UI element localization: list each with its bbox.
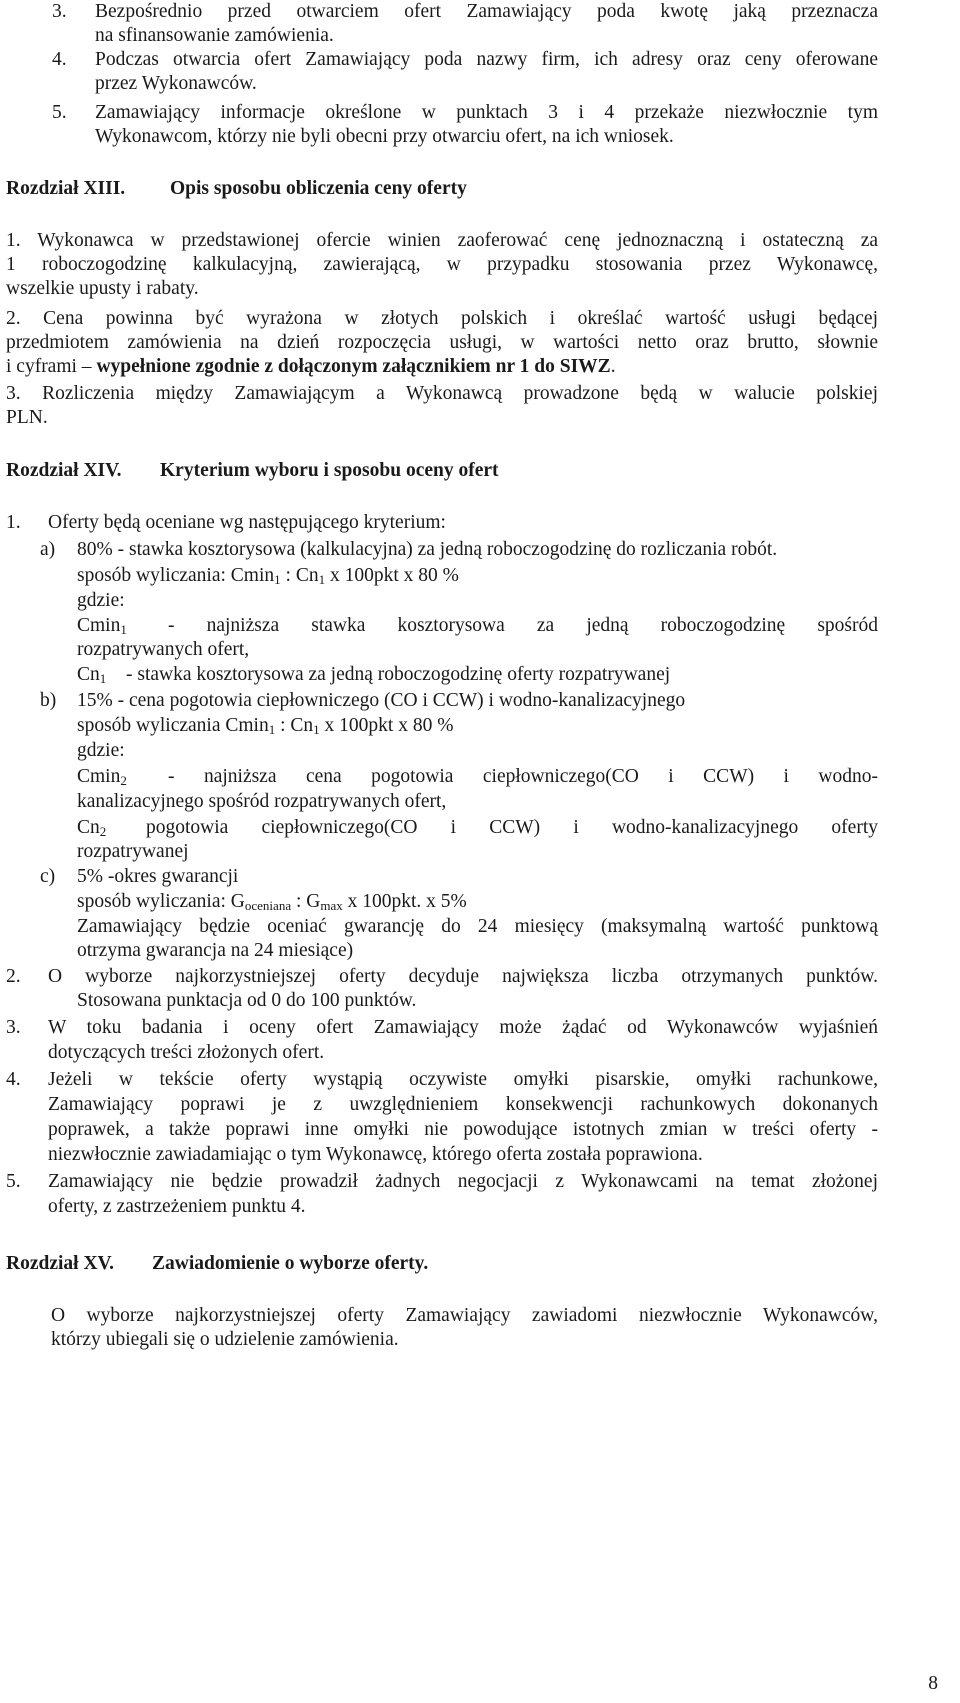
sublist-text: 80% - stawka kosztorysowa (kalkulacyjna) za jedną roboczogodzinę do rozliczania robót. bbox=[77, 539, 778, 560]
list-number: 5. bbox=[52, 102, 67, 123]
variable-description: pogotowia ciepłowniczego(CO i CCW) i wodno-kanalizacyjnego oferty bbox=[146, 817, 878, 838]
list-item-text: na sfinansowanie zamówienia. bbox=[95, 25, 334, 46]
note-line: Zamawiający będzie oceniać gwarancję do 24 miesięcy (maksymalną wartość punktową bbox=[77, 916, 878, 937]
subscript: 1 bbox=[274, 572, 281, 587]
sublist-label: a) bbox=[40, 539, 56, 560]
list-number: 3. bbox=[6, 1017, 21, 1038]
formula-part: : G bbox=[291, 891, 321, 912]
sublist-text: 15% - cena pogotowia ciepłowniczego (CO i CCW) i wodno-kanalizacyjnego bbox=[77, 690, 686, 711]
formula-part: sposób wyliczania: Cmin bbox=[77, 565, 275, 586]
sublist-label: c) bbox=[40, 866, 56, 887]
list-number: 5. bbox=[6, 1171, 21, 1192]
paragraph-text: i cyframi – bbox=[6, 356, 97, 377]
section-title: Opis sposobu obliczenia ceny oferty bbox=[170, 178, 467, 199]
section-label: Rozdział XV. bbox=[6, 1253, 114, 1274]
list-item-text: oferty, z zastrzeżeniem punktu 4. bbox=[48, 1196, 306, 1217]
sublist-text: 5% -okres gwarancji bbox=[77, 866, 239, 887]
paragraph-line: 1 roboczogodzinę kalkulacyjną, zawierającą, w przypadku stosowania przez Wykonawcę, bbox=[6, 254, 878, 275]
gdzie-label: gdzie: bbox=[77, 740, 125, 761]
variable-text: Cmin bbox=[77, 615, 121, 636]
list-item-text: przez Wykonawców. bbox=[95, 73, 257, 94]
section-label: Rozdział XIV. bbox=[6, 460, 122, 481]
variable-description: - stawka kosztorysowa za jedną roboczogodzinę oferty rozpatrywanej bbox=[126, 664, 671, 685]
list-item-text: Oferty będą oceniane wg następującego kryterium: bbox=[48, 512, 446, 533]
section-title: Zawiadomienie o wyborze oferty. bbox=[152, 1253, 429, 1274]
subscript: 1 bbox=[268, 722, 276, 737]
list-number: 1. bbox=[6, 512, 21, 533]
subscript: 1 bbox=[99, 671, 107, 686]
formula-part: x 100pkt x 80 % bbox=[325, 565, 459, 586]
list-number: 3. bbox=[52, 1, 67, 22]
formula bbox=[77, 564, 459, 588]
formula-part: : Cn bbox=[275, 715, 314, 736]
paragraph-line: wszelkie upusty i rabaty. bbox=[6, 278, 199, 299]
note-line: otrzyma gwarancja na 24 miesiące) bbox=[77, 940, 354, 961]
variable-text: Cn bbox=[77, 664, 100, 685]
variable-description: rozpatrywanych ofert, bbox=[77, 639, 250, 660]
formula-part: sposób wyliczania Cmin bbox=[77, 715, 269, 736]
subscript: 1 bbox=[120, 622, 127, 637]
paragraph-line: PLN. bbox=[6, 407, 48, 428]
paragraph-line: 1. Wykonawca w przedstawionej ofercie winien zaoferować cenę jednoznaczną i ostateczną za bbox=[6, 230, 878, 251]
bold-text: wypełnione zgodnie z dołączonym załącznikiem nr 1 do SIWZ bbox=[96, 356, 611, 377]
paragraph-text: . bbox=[610, 356, 616, 377]
variable-description: kanalizacyjnego spośród rozpatrywanych ofert, bbox=[77, 791, 447, 812]
subscript: 2 bbox=[99, 824, 107, 839]
list-item-text: W toku badania i oceny ofert Zamawiający może żądać od Wykonawców wyjaśnień bbox=[48, 1017, 878, 1038]
section-title: Kryterium wyboru i sposobu oceny ofert bbox=[160, 460, 499, 481]
formula-part: : Cn bbox=[280, 565, 319, 586]
paragraph-line: 3. Rozliczenia między Zamawiającym a Wykonawcą prowadzone będą w walucie polskiej bbox=[6, 383, 878, 404]
list-item-text: Bezpośrednio przed otwarciem ofert Zamawiający poda kwotę jaką przeznacza bbox=[95, 1, 878, 22]
list-item-text: O wyborze najkorzystniejszej oferty decyduje największa liczba otrzymanych punktów. bbox=[48, 966, 878, 987]
subscript: 2 bbox=[120, 773, 127, 788]
variable-description: rozpatrywanej bbox=[77, 841, 189, 862]
page-number: 8 bbox=[928, 1673, 938, 1694]
formula-part: x 100pkt x 80 % bbox=[319, 715, 454, 736]
list-item-text: Zamawiający informacje określone w punktach 3 i 4 przekaże niezwłocznie tym bbox=[95, 102, 878, 123]
sublist-label: b) bbox=[40, 690, 57, 711]
subscript: 1 bbox=[318, 572, 326, 587]
paragraph-line bbox=[6, 355, 616, 379]
list-item-text: niezwłocznie zawiadamiając o tym Wykonawcę, którego oferta została poprawiona. bbox=[48, 1144, 703, 1165]
section-label: Rozdział XIII. bbox=[6, 178, 126, 199]
list-item-text: Podczas otwarcia ofert Zamawiający poda nazwy firm, ich adresy oraz ceny oferowane bbox=[95, 49, 878, 70]
subscript: oceniana bbox=[244, 898, 292, 913]
list-item-text: dotyczących treści złożonych ofert. bbox=[48, 1042, 325, 1063]
subscript: 1 bbox=[313, 722, 320, 737]
variable-description: - najniższa cena pogotowia ciepłowniczego(CO i CCW) i wodno- bbox=[168, 766, 878, 787]
subscript: max bbox=[320, 898, 343, 913]
gdzie-label: gdzie: bbox=[77, 590, 125, 611]
list-item-text: Zamawiający poprawi je z uwzględnieniem konsekwencji rachunkowych dokonanych bbox=[48, 1094, 878, 1115]
formula-part: sposób wyliczania: G bbox=[77, 891, 245, 912]
variable-description: - najniższa stawka kosztorysowa za jedną roboczogodzinę spośród bbox=[168, 615, 878, 636]
formula-part: x 100pkt. x 5% bbox=[342, 891, 467, 912]
list-item-text: Stosowana punktacja od 0 do 100 punktów. bbox=[77, 990, 417, 1011]
paragraph-line: 2. Cena powinna być wyrażona w złotych polskich i określać wartość usługi będącej bbox=[6, 308, 878, 329]
list-item-text: Wykonawcom, którzy nie byli obecni przy otwarciu ofert, na ich wniosek. bbox=[95, 126, 674, 147]
variable-text: Cn bbox=[77, 817, 100, 838]
formula bbox=[77, 714, 453, 738]
variable-name bbox=[77, 614, 127, 638]
list-item-text: poprawek, a także poprawi inne omyłki nie powodujące istotnych zmian w treści oferty - bbox=[48, 1119, 878, 1140]
formula bbox=[77, 890, 467, 914]
variable-name bbox=[77, 663, 106, 687]
list-number: 2. bbox=[6, 966, 21, 987]
list-item-text: Zamawiający nie będzie prowadził żadnych negocjacji z Wykonawcami na temat złożonej bbox=[48, 1171, 878, 1192]
paragraph-line: O wyborze najkorzystniejszej oferty Zamawiający zawiadomi niezwłocznie Wykonawców, bbox=[51, 1305, 878, 1326]
list-item-text: Jeżeli w tekście oferty wystąpią oczywiste omyłki pisarskie, omyłki rachunkowe, bbox=[48, 1069, 878, 1090]
list-number: 4. bbox=[52, 49, 67, 70]
variable-name bbox=[77, 765, 127, 789]
list-number: 4. bbox=[6, 1069, 21, 1090]
variable-text: Cmin bbox=[77, 766, 121, 787]
variable-name bbox=[77, 816, 106, 840]
paragraph-line: przedmiotem zamówienia na dzień rozpoczęcia usługi, w wartości netto oraz brutto, słownie bbox=[6, 332, 878, 353]
paragraph-line: którzy ubiegali się o udzielenie zamówienia. bbox=[51, 1329, 399, 1350]
